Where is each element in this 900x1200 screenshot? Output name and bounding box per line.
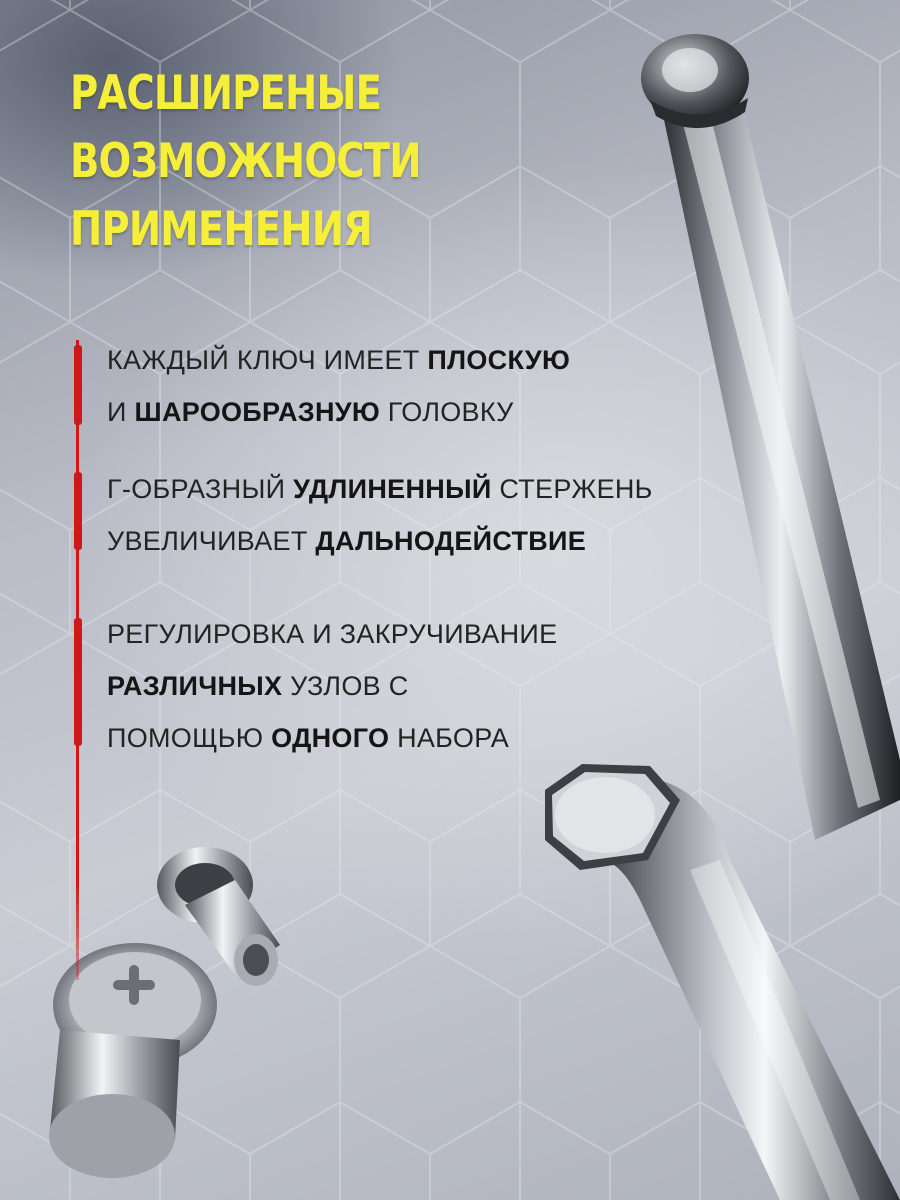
bullet-marker [74,345,82,425]
headline-line: ПРИМЕНЕНИЯ [70,202,373,257]
feature-bullet [107,463,653,567]
bullet-line [107,515,653,567]
headline-line: РАСШИРЕНЫЕ [70,66,382,121]
bullet-line [107,608,557,660]
headline [70,60,421,264]
bullet-text: И [107,397,135,427]
bullet-marker [74,472,82,550]
bullet-text: УЗЛОВ С [282,671,409,701]
headline-line: ВОЗМОЖНОСТИ [70,134,421,189]
bullet-text: КАЖДЫЙ КЛЮЧ ИМЕЕТ [107,345,428,375]
bullet-line [107,463,653,515]
bullet-text: СТЕРЖЕНЬ [491,474,653,504]
bullet-text: ПОМОЩЬЮ [107,723,272,753]
bullet-text: Г-ОБРАЗНЫЙ [107,474,294,504]
bullet-text: НАБОРА [389,723,510,753]
bullet-text-bold: УДЛИНЕННЫЙ [293,474,492,504]
bullet-line [107,712,557,764]
barrel-screw-large [49,943,217,1178]
ball-end-key [641,34,900,840]
bullet-text-bold: ПЛОСКУЮ [427,345,571,375]
bullet-line [107,386,570,438]
bullet-line [107,660,557,712]
bullet-text-bold: РАЗЛИЧНЫХ [107,671,283,701]
bullet-marker [74,618,82,746]
bullet-text-bold: ШАРООБРАЗНУЮ [134,397,380,427]
feature-bullet [107,608,557,764]
bullet-text-bold: ОДНОГО [271,723,390,753]
bullet-text: УВЕЛИЧИВАЕТ [107,526,316,556]
bullet-line [107,334,570,386]
bullet-text: ГОЛОВКУ [380,397,514,427]
bullet-text: РЕГУЛИРОВКА И ЗАКРУЧИВАНИЕ [107,619,558,649]
bullet-text-bold: ДАЛЬНОДЕЙСТВИЕ [315,526,587,556]
hex-end-key [545,764,900,1200]
feature-bullet [107,334,570,438]
